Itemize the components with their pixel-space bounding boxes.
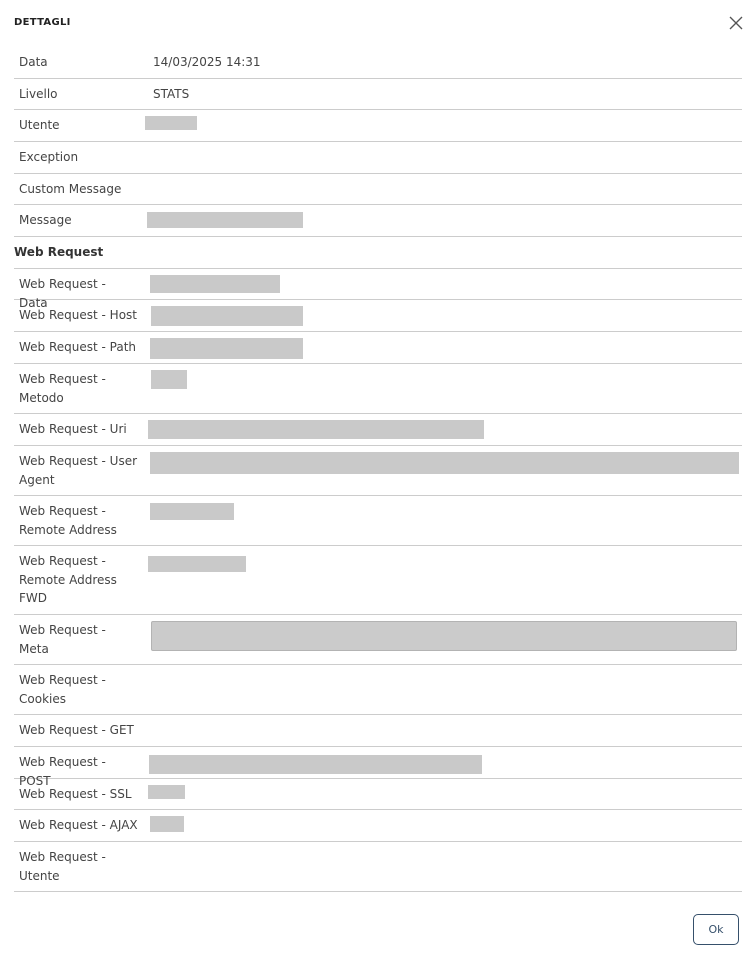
row-label: Web Request - Meta <box>19 623 106 656</box>
row-value <box>138 79 742 109</box>
row-message <box>14 205 742 237</box>
row-value <box>138 269 742 299</box>
row-utente <box>14 110 742 142</box>
row-label: Web Request - SSL <box>19 787 132 801</box>
row-label: Web Request - Utente <box>19 850 106 883</box>
dialog-title: DETTAGLI <box>14 17 71 28</box>
row-value <box>138 665 742 714</box>
row-value <box>138 300 742 331</box>
row-livello <box>14 79 742 110</box>
row-label: Web Request - Host <box>19 308 138 322</box>
redacted-value <box>148 420 484 439</box>
redacted-value <box>150 452 739 474</box>
row-data <box>14 47 742 79</box>
value-text: 14/03/2025 14:31 <box>153 55 261 69</box>
row-label: Web Request - User Agent <box>19 454 138 487</box>
row-wr-host <box>14 300 742 332</box>
row-wr-post <box>14 747 742 788</box>
row-wr-uri <box>14 414 742 446</box>
row-wr-get <box>14 715 742 747</box>
row-label: Exception <box>19 150 79 164</box>
row-wr-ajax <box>14 810 742 842</box>
row-value <box>138 715 742 746</box>
row-wr-ssl <box>14 779 742 810</box>
redacted-value <box>150 338 303 359</box>
row-wr-cookies <box>14 665 742 715</box>
row-value <box>138 446 742 495</box>
row-value <box>138 810 742 841</box>
redacted-value <box>150 275 280 293</box>
row-label: Web Request - POST <box>19 755 106 788</box>
row-value <box>138 47 742 78</box>
row-value <box>138 174 742 204</box>
row-label: Custom Message <box>19 182 122 196</box>
row-label: Utente <box>19 118 60 132</box>
row-wr-remote-address-fwd <box>14 546 742 615</box>
row-wr-user-agent <box>14 446 742 496</box>
row-wr-path <box>14 332 742 364</box>
row-label: Livello <box>19 87 58 101</box>
row-value <box>138 110 742 141</box>
redacted-value <box>151 306 303 326</box>
row-value <box>138 364 742 413</box>
row-wr-data <box>14 269 742 310</box>
ok-button[interactable]: Ok <box>693 914 739 945</box>
row-value <box>138 332 742 363</box>
redacted-value <box>150 816 184 832</box>
row-label: Data <box>19 55 48 69</box>
meta-textbox[interactable] <box>151 621 737 651</box>
row-label: Web Request - Cookies <box>19 673 106 706</box>
redacted-value <box>148 785 185 799</box>
row-value <box>138 546 742 614</box>
row-label: Web Request - Data <box>19 277 106 310</box>
redacted-value <box>151 370 187 389</box>
row-wr-meta <box>14 615 742 665</box>
row-value <box>138 496 742 545</box>
row-label: Web Request - Uri <box>19 422 127 436</box>
redacted-value <box>150 503 234 520</box>
row-label: Message <box>19 213 72 227</box>
row-exception <box>14 142 742 174</box>
redacted-value <box>145 116 197 130</box>
row-value <box>138 747 742 778</box>
row-custom-message <box>14 174 742 205</box>
row-value <box>138 414 742 445</box>
row-value <box>138 205 742 236</box>
row-value <box>138 842 742 891</box>
row-label: Web Request - GET <box>19 723 134 737</box>
row-label: Web Request - Path <box>19 340 137 354</box>
row-wr-utente <box>14 842 742 892</box>
row-label: Web Request - Remote Address FWD <box>19 554 117 605</box>
row-wr-metodo <box>14 364 742 414</box>
value-text: STATS <box>153 87 190 101</box>
details-table <box>14 47 742 892</box>
row-label: Web Request - Metodo <box>19 372 106 405</box>
row-label: Web Request - AJAX <box>19 818 138 832</box>
row-value <box>138 615 742 664</box>
dialog-header <box>14 16 756 36</box>
row-label: Web Request - Remote Address <box>19 504 117 537</box>
section-web-request: Web Request <box>14 237 742 269</box>
row-value <box>138 779 742 809</box>
row-wr-remote-address <box>14 496 742 546</box>
row-value <box>138 142 742 173</box>
close-icon[interactable] <box>728 15 744 31</box>
redacted-value <box>147 212 303 228</box>
redacted-value <box>148 556 246 572</box>
redacted-value <box>149 755 482 774</box>
